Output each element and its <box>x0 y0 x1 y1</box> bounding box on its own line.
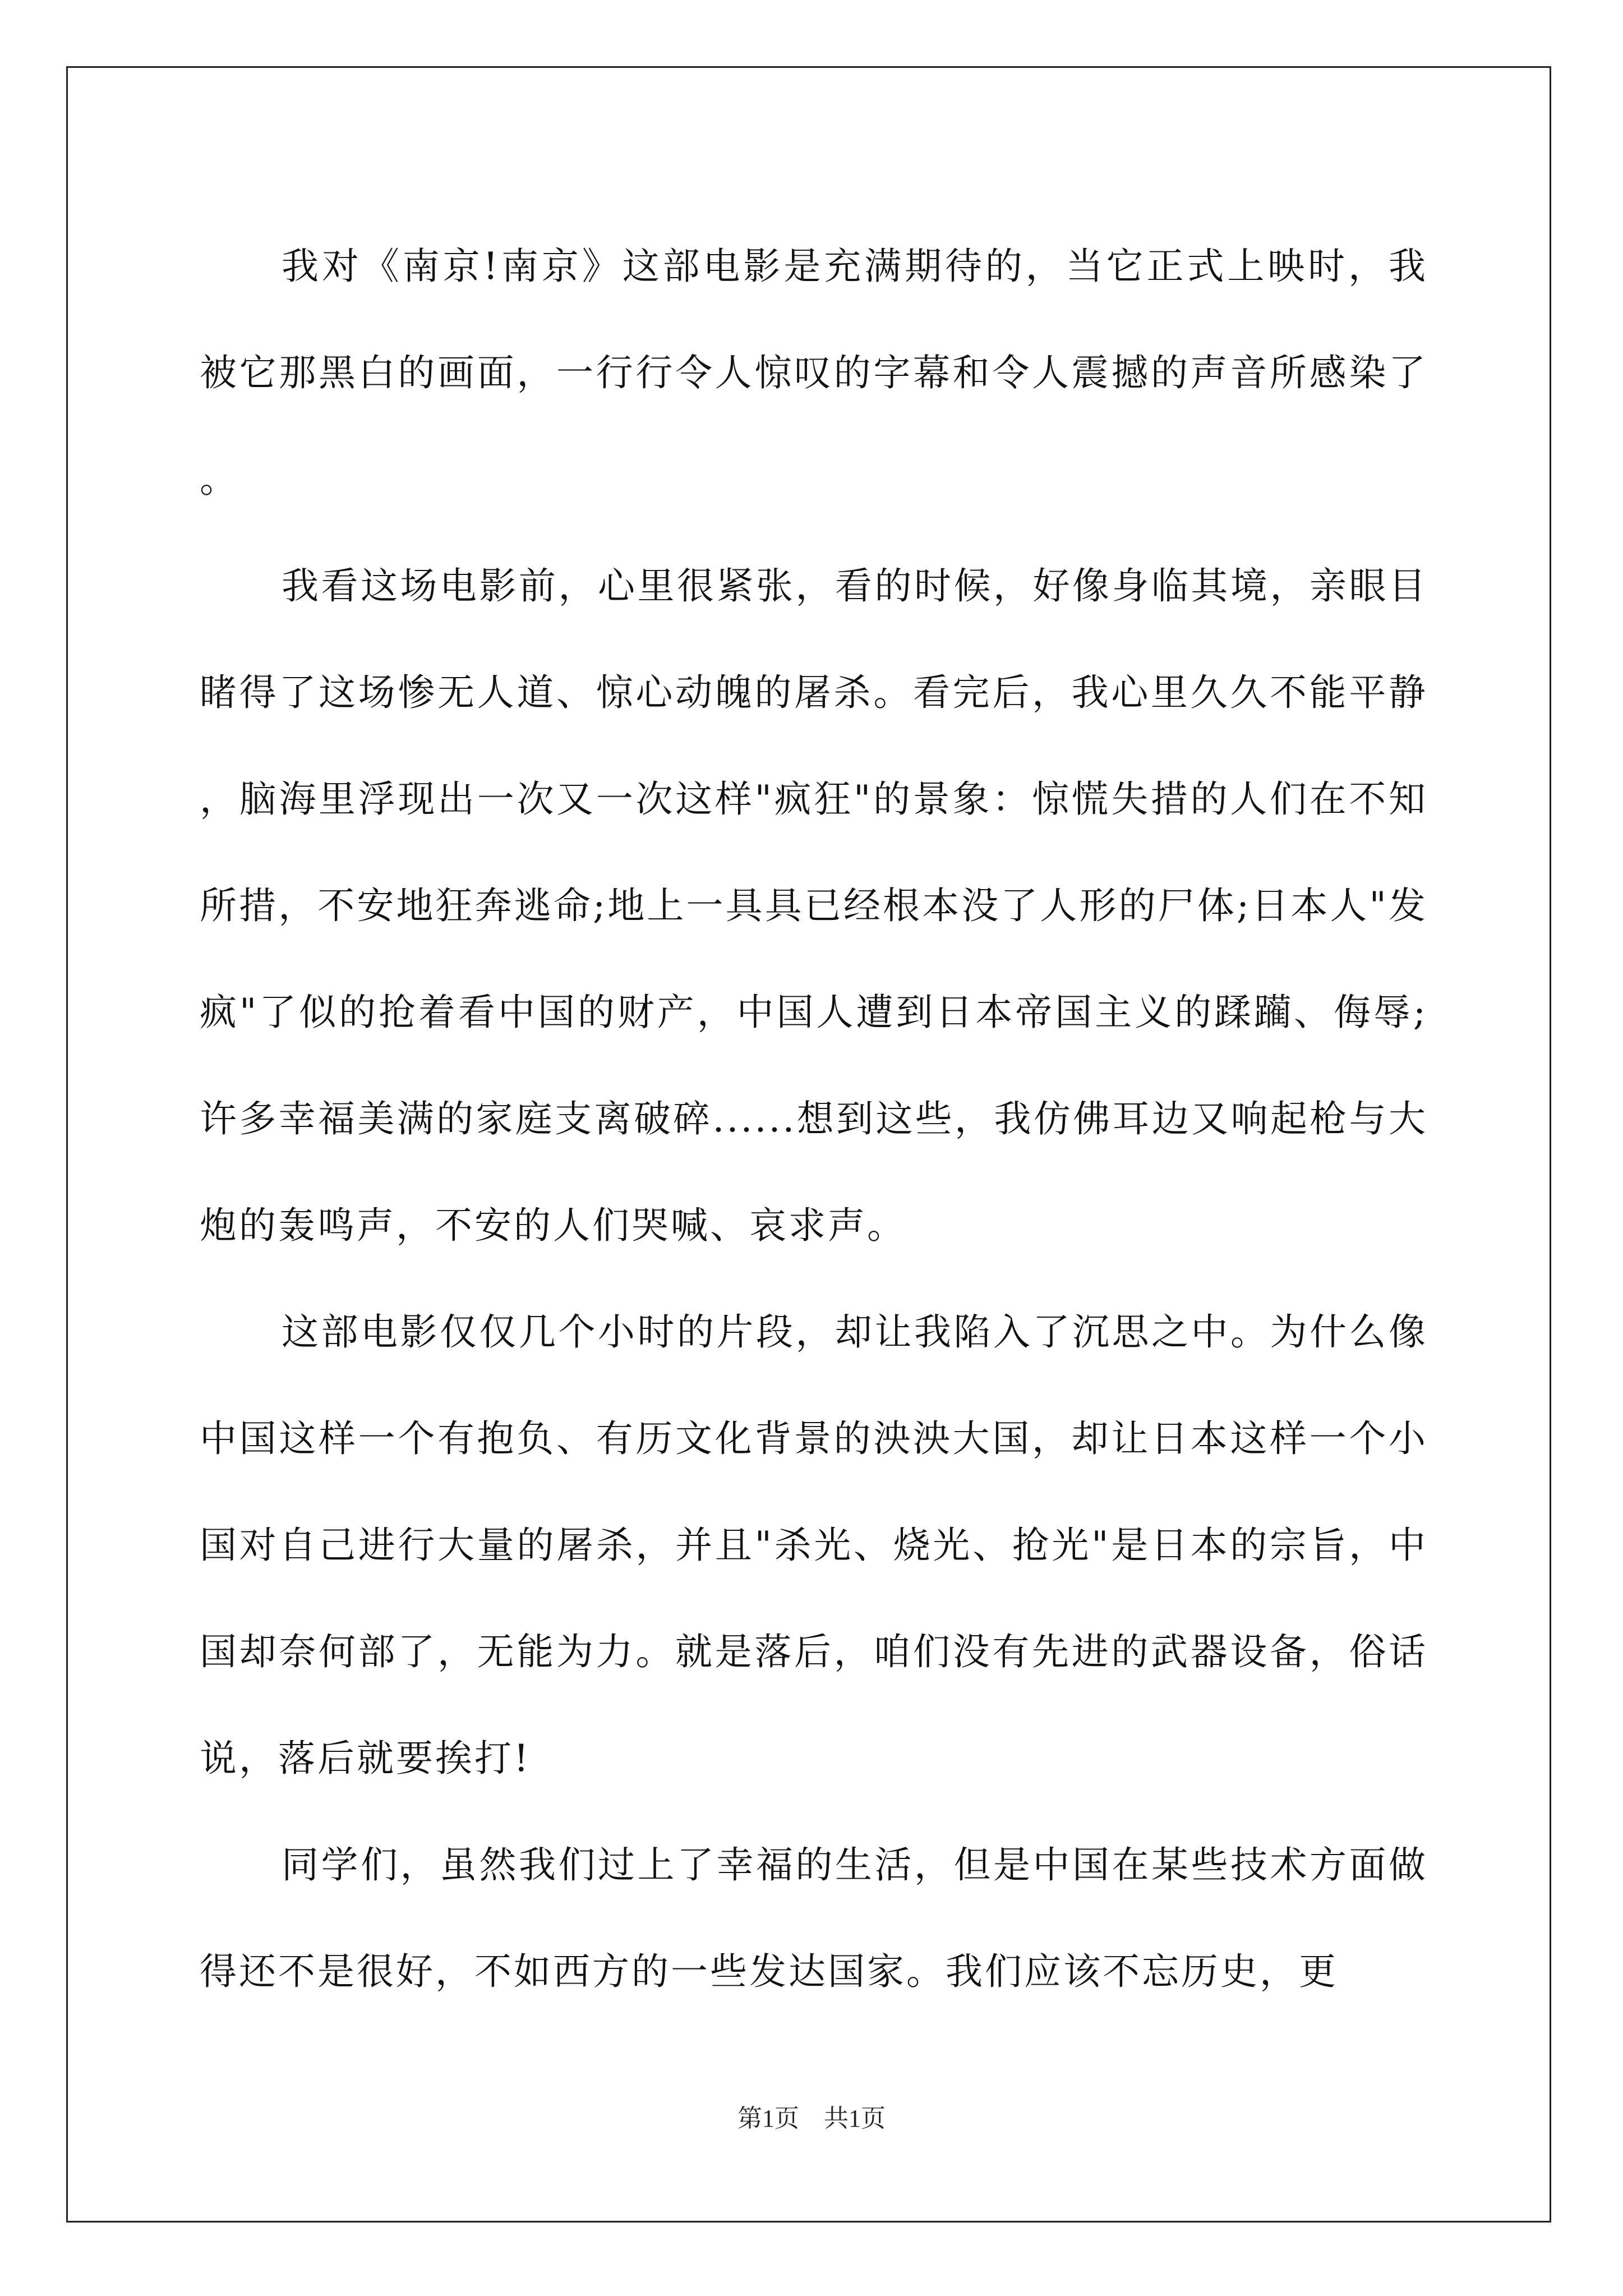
document-body <box>200 213 1428 2025</box>
paragraph-3: 这部电影仅仅几个小时的片段，却让我陷入了沉思之中。为什么像中国这样一个有抱负、有历文化背景的泱泱大国，却让日本这样一个小国对自己进行大量的屠杀，并且"杀光、烧光、抢光"是日本的宗旨，中国却奈何部了，无能为力。就是落后，咱们没有先进的武器设备，俗话说，落后就要挨打! <box>200 1310 1428 1780</box>
paragraph-4: 同学们，虽然我们过上了幸福的生活，但是中国在某些技术方面做得还不是很好，不如西方的一些发达国家。我们应该不忘历史，更 <box>200 1843 1428 1993</box>
paragraph-2: 我看这场电影前，心里很紧张，看的时候，好像身临其境，亲眼目睹得了这场惨无人道、惊心动魄的屠杀。看完后，我心里久久不能平静，脑海里浮现出一次又一次这样"疯狂"的景象：惊慌失措的人们在不知所措，不安地狂奔逃命;地上一具具已经根本没了人形的尸体;日本人"发疯"了似的抢着看中国的财产，中国人遭到日本帝国主义的蹂躏、侮辱;许多幸福美满的家庭支离破碎......想到这些，我仿佛耳边又响起枪与大炮的轰鸣声，不安的人们哭喊、哀求声。 <box>200 564 1428 1247</box>
paragraph-1: 我对《南京!南京》这部电影是充满期待的，当它正式上映时，我被它那黑白的画面，一行行令人惊叹的字幕和令人震撼的声音所感染了。 <box>200 245 1428 501</box>
page-footer: 第1页 共1页 <box>737 2105 886 2132</box>
